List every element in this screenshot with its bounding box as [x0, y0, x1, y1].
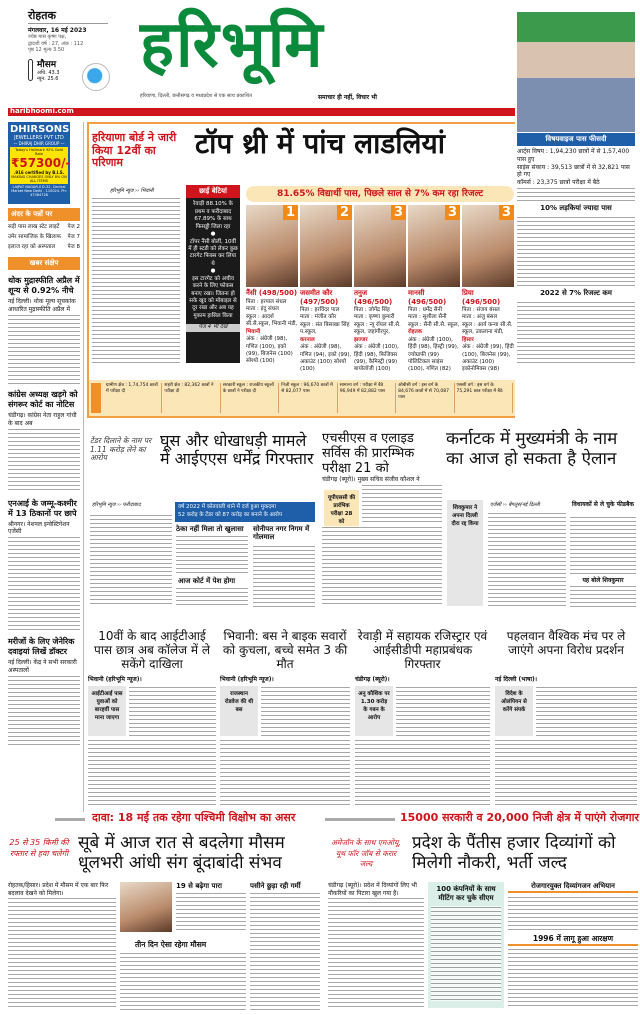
topper-marks: अंक : अंग्रेजी (98), गणित (100), इको (99), बिजनेस (100) सोश्यो (100): [246, 336, 293, 365]
karnataka-byline: एजेंसी ›› बेंगलुरु/नई दिल्ली: [490, 502, 540, 508]
stat-item: ओबीसी वर्ग : इस वर्ग के 84,676 छात्रों में से 70,087 पास: [396, 383, 454, 413]
inside-item-title: इलाज रहा को अस्पताल: [8, 244, 56, 251]
article: [355, 630, 490, 808]
topper-city: हिसार: [462, 336, 474, 343]
body-text: [220, 739, 350, 805]
newspaper-logo: हरिभूमि: [140, 8, 325, 82]
inside-item-title: सड़ी पास लाख स्टेट लाइटें: [8, 224, 60, 230]
ias-byline: हरिभूमि न्यूज ›› फरीदाबाद: [92, 502, 141, 508]
body-text: [176, 892, 246, 932]
article: [495, 630, 637, 808]
article-lead: भिवानी (हरिभूमि न्यूज)।: [88, 676, 142, 683]
jobs-sub1: रोजगारयुक्त दिव्यांगजन अभियान: [508, 882, 638, 893]
weather-headline: सूबे में आज रात से बदलेगा मौसम धूलभरी आंधी संग बूंदाबांदी संभव: [78, 833, 285, 873]
lead-kicker: हरियाणा बोर्ड ने जारी किया 12वीं का परिणाम: [92, 131, 177, 170]
topper-mother: माता : मंजीत कौर: [300, 314, 337, 321]
topper-mother: माता : सुशीला सैनी: [408, 314, 447, 321]
topper-mother: माता : इंदु संधल: [246, 306, 279, 313]
edition-city: रोहतक: [28, 8, 108, 24]
topper-photo: [462, 205, 514, 287]
topper-details: [354, 307, 406, 374]
article-headline: पहलवान वैश्विक मंच पर ले जाएंगे अपना विरोध प्रदर्शन: [506, 629, 626, 657]
topper-details: [462, 307, 514, 374]
box-point: इस टारगेट को अचीव करने के लिए फोकस बनाए रखा। जितना हो सके खुद को मोबाइल से दूर रखा और अब यह मुकाम हासिल किया: [189, 275, 237, 319]
ias-headline: घूस और धोखाधड़ी मामले में आईएएस धर्मेंद्र गिरफ्तार: [160, 431, 314, 469]
topper-father: पिता : संजय बंसल: [462, 307, 500, 313]
cm-meeting-box: [428, 882, 504, 1008]
subhead: 10% लड़कियां ज्यादा पास: [540, 203, 612, 212]
body-text: [129, 686, 216, 736]
issue-date: मंगलवार, 16 मई 2023: [28, 27, 87, 34]
column-divider: [83, 122, 84, 812]
toppers-group-photo: [517, 12, 635, 132]
hindi-month: ज्येष्ठ मास कृष्ण पक्ष,: [28, 34, 67, 40]
topper-school: स्कूल : आर्य कन्या सी.सै. स्कूल, उकलाना मंडी,: [462, 321, 513, 336]
article-sidebar: अनु कौशिक पर 1.30 करोड़ के गबन के आरोप: [355, 686, 393, 736]
rank-badge: 3: [499, 205, 514, 220]
body-text: [517, 187, 635, 201]
brief-headline: कांग्रेस अध्यक्ष खड़गे को संगरूर कोर्ट का नोटिस: [8, 390, 78, 410]
weather-kicker: 25 से 35 किमी की रफ्तार से हवा चलेगी: [9, 838, 69, 858]
article-sidebar: राजस्थान रोडवेज की थी बस: [220, 686, 258, 736]
brief-headline: एनआई के जम्मू-कश्मीर में 13 ठिकानों पर छापे: [8, 498, 77, 518]
topper-marks: अंक : अंग्रेजी (100), हिंदी (98), हिस्ट्री (99), ज्योग्राफी (99) पोलिटिकल साइंस (100), गणित (82): [408, 336, 459, 373]
karnataka-sidebar: शिवकुमार ने अपना दिल्ली दौरा रद्द किया: [447, 500, 483, 606]
article-headline: भिवानी: बस ने बाइक सवारों को कुचला, बच्चे समेत 3 की मौत: [222, 629, 348, 671]
stats-strip: [89, 380, 515, 416]
strip-right: 15000 सरकारी व 20,000 निजी क्षेत्र में पाएंगे रोजगार: [400, 811, 639, 824]
article-headline: रेवाड़ी में सहायक रजिस्ट्रार एवं आईसीडीपी महाप्रबंधक गिरफ्तार: [357, 629, 488, 671]
ad-price: ₹57300/-: [11, 156, 71, 170]
body-text: [431, 906, 501, 1001]
topper-card: [462, 205, 514, 374]
body-text: [488, 512, 566, 606]
topper-city: भिवानी: [246, 328, 261, 335]
inside-item-page: पेज 8: [67, 244, 80, 251]
article: [88, 630, 216, 808]
topper-details: [300, 307, 352, 374]
subject-item: साइंस संकाय : 39,513 छात्रों में से 32,821 पास हो गए: [517, 163, 630, 179]
jewellers-ad[interactable]: [8, 122, 70, 204]
ad-group: — DHIRAJ DHIR GROUP —: [13, 141, 65, 146]
topper-mother: माता : कृष्णा कुमारी: [354, 314, 395, 321]
result-banner: 81.65% विद्यार्थी पास, पिछले साल से 7% कम रहा रिजल्ट: [246, 186, 514, 202]
brief-headline: थोक मुद्रास्फीति अप्रैल में शून्य से 0.92% नीचे: [8, 276, 80, 296]
body-text: [362, 484, 442, 524]
karnataka-headline: कर्नाटक में मुख्यमंत्री के नाम का आज हो सकता है ऐलान: [446, 429, 618, 469]
stat-item: सरकारी स्कूल : राजकीय स्कूलों के छात्रों ने परीक्षा दी: [221, 383, 279, 413]
min-label: न्यून.: [37, 76, 46, 82]
brief-lead: नई दिल्ली। केंद्र ने सभी सरकारी अस्पतालों: [8, 659, 77, 674]
stat-item: ग्रामीण क्षेत्र : 1,74,754 छात्रों में परीक्षा दी: [104, 383, 162, 413]
stat-item: निजी स्कूल : 96,670 छात्रों में से 82,077 पास: [279, 383, 337, 413]
topper-name: नैंसी (498/500): [246, 289, 298, 297]
body-text: [517, 301, 635, 363]
box-more: पेज 4 भी देखें: [186, 324, 240, 331]
hcs-sidebar: यूपीएससी की प्रारंभिक परीक्षा 28 को: [324, 490, 359, 528]
ias-highlight-box: [175, 502, 315, 522]
inside-item-page: पेज 2: [67, 224, 80, 230]
body-text: [570, 585, 636, 607]
body-text: [8, 897, 116, 1009]
dust-storm-photo: [120, 882, 172, 932]
body-text: [120, 952, 246, 1010]
body-text: [396, 686, 490, 736]
topper-school: स्कूल : आदर्श सी.सै.स्कूल, भिवानी मंडी,: [246, 313, 298, 328]
topper-name: तनुज (496/500): [354, 289, 393, 306]
inside-pages-header: अंदर के पन्नों पर: [8, 208, 80, 221]
motto: समाचार ही नहीं, विचार भी: [318, 94, 377, 101]
rank-badge: 3: [445, 205, 460, 220]
topper-photo: [354, 205, 406, 287]
topper-card: [246, 205, 298, 366]
topper-father: पिता : हरपाल संधल: [246, 299, 287, 305]
min-temp: 25.6: [47, 76, 59, 82]
body-text: [355, 739, 490, 805]
weather-icon: [82, 63, 110, 91]
topper-marks: अंक : अंग्रेजी (98), गणित (94), इको (99), अकाउंट (100) सोश्यो (100): [300, 344, 352, 373]
ias-sub3: आज कोर्ट में पेश होगा: [178, 577, 236, 585]
topper-school: स्कूल : संत बिसाखा सिंह प.स्कूल,: [300, 321, 350, 336]
box-point: टॉपर नैंसी बोलीं, 10वीं में ही स्टडी को लेकर कुछ टारगेट फिक्स कर लिया थे: [188, 238, 238, 267]
brief-lead: चंडीगढ़। कांग्रेस नेता राहुल गांधी के बाद अब: [8, 412, 77, 427]
body-text: [250, 892, 320, 1010]
body-text: [536, 686, 637, 736]
inside-item-title: उमेर सामाजिक के खिलाफ: [8, 234, 61, 241]
topper-school: स्कूल : सैनी सी.सै. स्कूल,: [408, 321, 460, 328]
hcs-lead: चंडीगढ़ (ब्यूरो)। मुख्य सचिव संजीव कौशल ने: [322, 476, 420, 483]
box-title: 100 कंपनियों के साथ मीटिंग कर चुके सीएम: [436, 885, 496, 902]
ias-sub2: सोनीपत नगर निगम में गोलमाल: [253, 525, 310, 542]
lead-byline: हरिभूमि न्यूज ›› भिवानी: [110, 188, 154, 194]
topper-photo: [246, 205, 298, 287]
body-text: [8, 536, 80, 631]
brief-headline: मरीजों के लिए जेनेरिक दवाइयां लिखें डॉक्टर: [8, 637, 75, 657]
box-title: छाई बेटियां: [186, 185, 240, 198]
stat-item: शहरी क्षेत्र : 82,362 छात्रों ने परीक्षा दी: [162, 383, 220, 413]
ad-rate-label: Today's Hallmark 92% Gold Rate: [15, 148, 63, 156]
red-bar: [8, 108, 515, 116]
inside-page-item[interactable]: [8, 224, 80, 231]
stat-item: एससी वर्ग : इस वर्ग के 75,291 छात्र परीक्षा में बैठे: [455, 383, 513, 413]
thermometer-icon: [28, 59, 33, 81]
strip-left: दावा: 18 मई तक रहेगा पश्चिमी विक्षोभ का असर: [92, 811, 296, 824]
jobs-headline: प्रदेश के पैंतीस हजार दिव्यांगों को मिलेगी नौकरी, भर्ती जल्द: [412, 833, 616, 873]
brief-item: [8, 637, 80, 745]
topper-details: [408, 307, 460, 374]
chevron-down-icon: [325, 818, 395, 821]
brief-item: [8, 390, 80, 493]
weather-sub3: तीन दिन ऐसा रहेगा मौसम: [135, 940, 207, 949]
brief-lead: नई दिल्ली। थोक मूल्य सूचकांक आधारित मुद्रास्फीति अप्रैल में: [8, 298, 76, 314]
inside-item-page: पेज 7: [67, 234, 80, 241]
highlight-point: 52 करोड़ के टेंडर को 87 करोड़ का बनाने के आरोप: [178, 511, 282, 518]
article-lead: चंडीगढ़ (ब्यूरो)।: [355, 676, 390, 683]
body-text: [176, 587, 248, 607]
topper-marks: अंक : अंग्रेजी (99), हिंदी (100), बिजनेस (99), अकाउंट (100) इकोनोमिक्स (98): [462, 344, 514, 373]
stat-item: सामान्य वर्ग : परीक्षा में बैठे 96,949 में 82,882 पास: [338, 383, 396, 413]
article-sidebar: आईटीआई पास युवाओं को बारहवीं पास माना जाएगा: [88, 686, 126, 736]
lead-headline: टॉप थ्री में पांच लाडलियां: [195, 127, 446, 160]
body-text: [253, 545, 315, 607]
ad-brand: DHIRSONS: [10, 124, 70, 135]
topper-father: पिता : हरविंदर पाल: [300, 307, 340, 313]
subject-pass-header: विषयवाइज पास फीसदी: [517, 133, 635, 146]
rank-badge: 2: [337, 205, 352, 220]
jobs-kicker: अमेजॉन के साथ एमओयू, यूथ फॉर जॉब से करार जल्द: [331, 838, 401, 868]
article-lead: भिवानी (हरिभूमि न्यूज)।: [220, 676, 274, 683]
karnataka-side1: विधायकों से ले चुके फीडबैक: [571, 501, 635, 508]
topper-city: करनाल: [300, 336, 315, 343]
body-text: [261, 686, 350, 736]
topper-card: [300, 205, 352, 374]
body-text: [8, 675, 80, 745]
body-text: [517, 216, 635, 286]
topper-mother: माता : अंजु बंसल: [462, 314, 498, 321]
weather-sub2: पसीने छुड़ा रही गर्मी: [250, 882, 301, 890]
topper-marks: अंक : अंग्रेजी (100), हिंदी (98), फिजिक्स (99), कैमिस्ट्री (99) बायोलॉजी (100): [354, 344, 399, 373]
body-text: [8, 428, 80, 493]
chevron-down-icon: [55, 818, 85, 821]
body-text: [176, 535, 248, 575]
left-column: [8, 208, 80, 745]
weather-lead: रोहतक/हिसार। प्रदेश में मौसम में एक बार फिर बदलाव देखने को मिलेगा।: [8, 882, 109, 897]
article: [220, 630, 350, 808]
stats-strip-label: [91, 383, 101, 413]
pages-price: पृष्ठ 12 मूल्य 3.50: [28, 47, 65, 53]
topper-city: रोहतक: [408, 329, 422, 336]
ad-sub: JEWELLERS PVT LTD: [14, 135, 64, 141]
hcs-headline: एचसीएस व एलाइड सर्विस की प्रारम्भिक परीक्षा 21 को: [322, 431, 415, 476]
brief-lead: श्रीनगर। नेशनल इन्वेस्टिगेशन एजेंसी: [8, 520, 70, 536]
body-text: [495, 739, 637, 805]
topper-details: [246, 299, 298, 366]
max-temp: 43.3: [48, 69, 60, 76]
body-text: [508, 948, 638, 1008]
article-headline: 10वीं के बाद आईटीआई पास छात्र अब कॉलेज में ले सकेंगे दाखिला: [94, 629, 210, 671]
topper-school: स्कूल : न्यू रॉयल सी.सै. स्कूल, जहांगीरपुर,: [354, 321, 401, 336]
brief-item: [8, 276, 80, 384]
subject-item: आर्ट्स विषय : 1,94,230 छात्रों में से 1,57,400 पास हुए: [517, 148, 630, 163]
highlight-point: वर्ष 2022 में कोतवाली थाने में दर्ज हुआ मुकदमा: [178, 504, 276, 510]
topper-photo: [408, 205, 460, 287]
subject-item: कॉमर्स : 23,375 छात्रों परीक्षा में बैठे: [517, 179, 600, 187]
inside-page-item[interactable]: [8, 244, 80, 251]
briefs-header: खबर संक्षेप: [8, 257, 80, 270]
body-text: [570, 516, 636, 574]
rank-badge: 3: [391, 205, 406, 220]
max-label: अधि.: [37, 69, 47, 76]
ias-body-text: [90, 514, 172, 606]
topper-city: झज्जर: [354, 336, 368, 343]
ias-kicker: टेंडर दिलाने के नाम पर 1.11 करोड़ लेने का आरोप: [90, 436, 152, 463]
body-text: [8, 314, 80, 384]
ias-sub1: ठेका नहीं मिला तो खुलासा: [176, 525, 244, 533]
article-sidebar: विदेश के ओलंपियन से करेंगे संपर्क: [495, 686, 533, 736]
weather-sub1: 19 से बढ़ेगा पारा: [176, 882, 222, 890]
topper-name: प्रिया (496/500): [462, 289, 501, 306]
rank-badge: 1: [283, 205, 298, 220]
body-text: [508, 896, 638, 930]
ad-certified: .916 certified by B.I.S.: [13, 170, 65, 175]
brief-item: [8, 499, 80, 632]
daughters-box: छाई बेटियां रेवाड़ी 88.10% के प्रथम व फरीदाबाद 67.89% के साथ फिसड्डी जिला रहा ● टॉपर नैंसी बोलीं, 10वीं में ही स्टडी को लेकर कुछ टारगेट फिक्स कर लिया थे ● इस टारगेट को अचीव करने के लिए फोकस बनाए रखा। जितना हो सके खुद को मोबाइल से दूर रखा और अब यह मुकाम हासिल किया पेज 4 भी देखें: [186, 185, 240, 363]
jobs-lead: चंडीगढ़ (ब्यूरो)। प्रदेश में दिव्यांगों लिए भी नौकरियों का पिटारा खुल गया है।: [328, 882, 417, 897]
body-text: [322, 526, 442, 606]
inside-page-item[interactable]: [8, 234, 80, 241]
ad-making: MAKING CHARGES ONLY 8% ON ALL ITEMS: [11, 175, 67, 183]
body-text: [88, 739, 216, 805]
weather-label: मौसम: [37, 59, 57, 70]
karnataka-side2: यह बोले शिवकुमार: [582, 577, 624, 584]
website-link[interactable]: haribhoomi.com: [10, 107, 74, 115]
topper-photo: [300, 205, 352, 287]
jobs-sub2: 1996 में लागू हुआ आरक्षण: [508, 934, 638, 946]
topper-father: पिता : जोगेंद्र सिंह: [354, 307, 390, 313]
topper-card: [408, 205, 460, 374]
subhead: 2022 से 7% रिजल्ट कम: [540, 288, 612, 297]
year-issue: द्वादशी वर्ष : 27, अंक : 112: [28, 40, 84, 47]
tagline: हरियाणा, दिल्ली, छत्तीसगढ़ व मध्यप्रदेश से एक साथ प्रकाशित: [140, 93, 252, 99]
body-text: [328, 897, 424, 1009]
lead-body-text: [92, 197, 180, 365]
box-point: रेवाड़ी 88.10% के प्रथम व फरीदाबाद 67.89% के साथ फिसड्डी जिला रहा: [193, 201, 233, 230]
article-lead: नई दिल्ली (भाषा)।: [495, 676, 538, 683]
topper-father: पिता : धर्मेंद्र सैनी: [408, 307, 442, 313]
topper-name: जसमीत कौर (497/500): [300, 289, 339, 306]
topper-name: मानसी (496/500): [408, 289, 447, 306]
topper-card: [354, 205, 406, 374]
ad-address: LAJPAT NAGAR-II D-32, Central Market New Delhi - 110024. Ph: 47384728: [11, 185, 67, 197]
subject-pass-column: [517, 133, 635, 418]
